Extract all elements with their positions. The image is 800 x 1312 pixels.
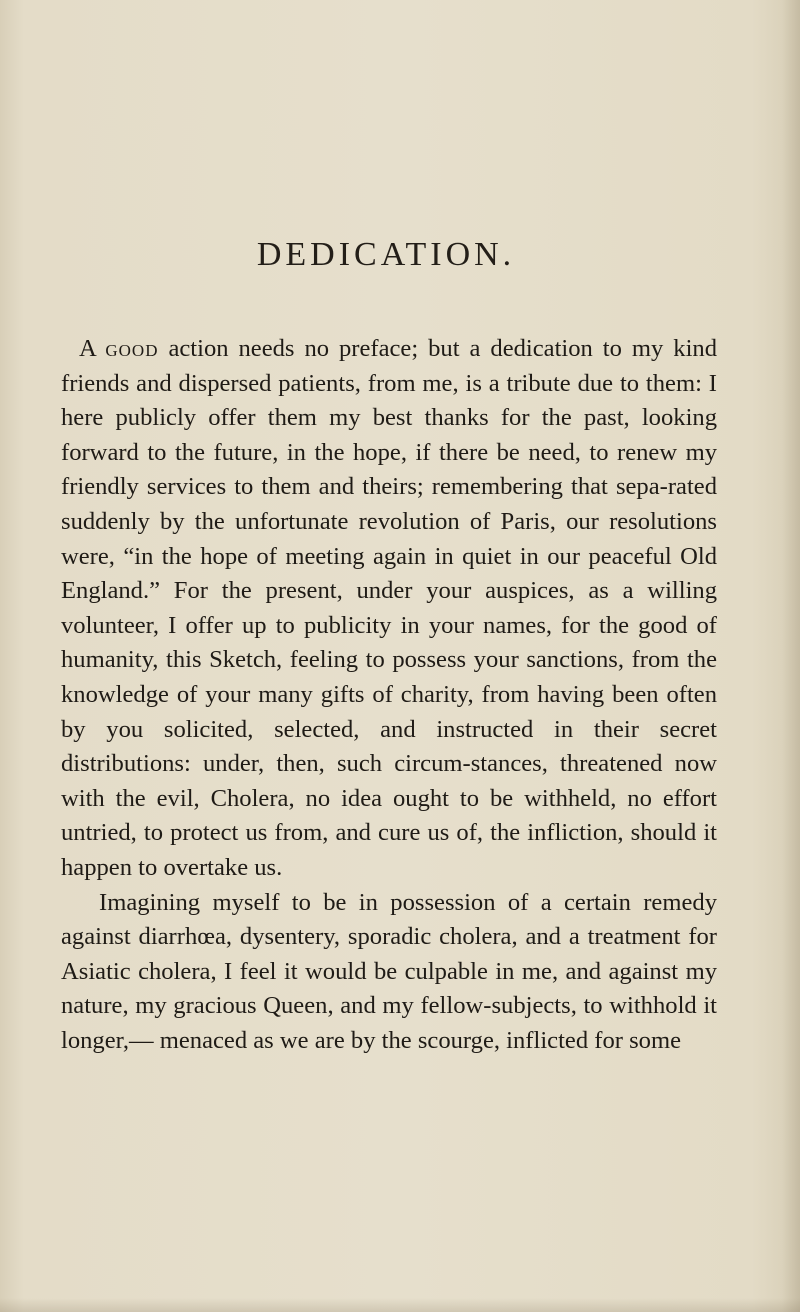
paragraph-2-text: Imagining myself to be in possession of a certain remedy against diarrhœa, dysentery, sporadic cholera, and a treatment for Asiatic cholera, I feel it would be culpable in me, and against my nature, my gracious Queen, and my fellow-subjects, to withhold it longer,— menaced as we are by the scourge, inflicted for some	[61, 888, 717, 1054]
page-title: DEDICATION.	[256, 236, 516, 273]
paragraph-1-text: action needs no preface; but a dedication to my kind friends and dispersed patients, from me, is a tribute due to them: I here publicly offer them my best thanks for the past, looking forward to the future, in the hope, if there be need, to renew my friendly services to them and theirs; remembering that sepa-rated suddenly by the unfortunate revolution of Paris, our resolutions were, “in the hope of meeting again in quiet in our peaceful Old England.” For the present, under your auspices, as a willing volunteer, I offer up to publicity in your names, for the good of humanity, this Sketch, feeling to possess your sanctions, from the knowledge of your many gifts of charity, from having been often by you solicited, selected, and instructed in their secret distributions: under, then, such circum-stances, threatened now with the evil, Cholera, no idea ought to be withheld, no effort untried, to protect us from, and cure us of, the infliction, should it happen to overtake us.	[61, 335, 717, 881]
paragraph-2	[61, 886, 717, 1059]
dedication-text	[61, 332, 717, 1058]
page-bottom-shadow	[0, 1298, 800, 1312]
paragraph-1-lead-letter: A	[79, 335, 96, 362]
page-edge-shadow	[782, 0, 800, 1312]
paragraph-1	[61, 332, 717, 886]
paragraph-1-lead-smallcaps: good	[105, 335, 159, 362]
